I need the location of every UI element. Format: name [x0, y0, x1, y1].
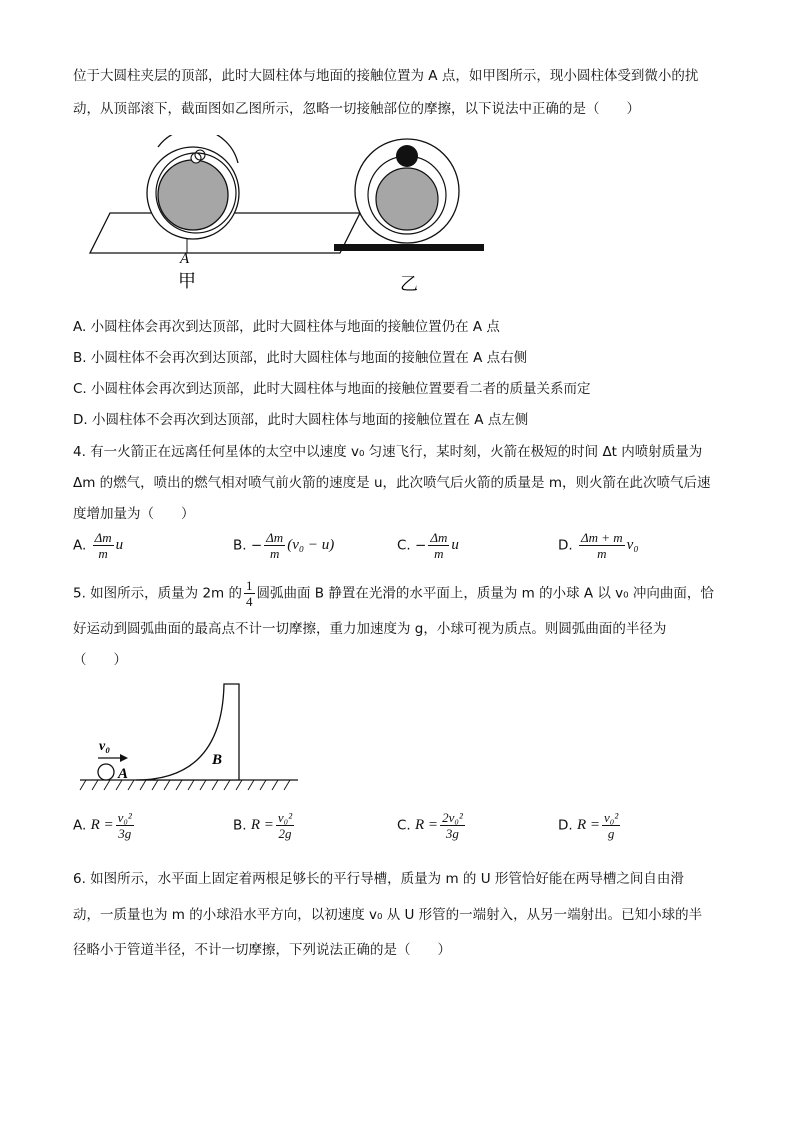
q4-d-den: m [597, 546, 607, 561]
q5-option-c [397, 810, 467, 841]
q5-frac-num: 1 [246, 578, 253, 593]
label-a-point: A [180, 251, 190, 267]
small-cylinder-yi [396, 145, 418, 167]
q5-line-1 [73, 578, 714, 609]
q3-option-c: C. 小圆柱体会再次到达顶部，此时大圆柱体与地面的接触位置要看二者的质量关系而定 [73, 381, 591, 397]
q5-line-1-pre: 5. 如图所示，质量为 2m 的 [73, 585, 242, 602]
q4-d-num: Δm + m [580, 530, 623, 545]
q3-option-b: B. 小圆柱体不会再次到达顶部，此时大圆柱体与地面的接触位置在 A 点右侧 [73, 350, 528, 366]
q5-option-d-label: D. [558, 817, 573, 834]
q5-line-3: （ ） [73, 652, 127, 668]
q6-line-3: 径略小于管道半径，不计一切摩擦，下列说法正确的是（ ） [73, 942, 451, 958]
q5-d-num: v₀² [604, 810, 619, 825]
q4-option-c [397, 530, 459, 561]
q5-option-a-fraction [116, 810, 134, 841]
q5-b-den: 2g [278, 826, 292, 841]
inner-cylinder-jia [158, 160, 228, 230]
q4-option-c-label: C. [397, 537, 411, 554]
q4-b-tail: (v₀ − u) [287, 537, 335, 553]
q4-a-den: m [98, 546, 108, 561]
q5-line-1-post: 圆弧曲面 B 静置在光滑的水平面上，质量为 m 的小球 A 以 v₀ 冲向曲面，恰 [256, 585, 714, 602]
q5-line-2: 好运动到圆弧曲面的最高点不计一切摩擦，重力加速度为 g，小球可视为质点。则圆弧曲面的半径为 [73, 621, 667, 637]
q4-option-b-label: B. [233, 537, 247, 554]
q4-a-tail: u [115, 537, 124, 553]
q5-a-den: 3g [118, 826, 132, 841]
fig-label-b: B [212, 752, 223, 768]
q4-option-d-fraction [579, 530, 625, 561]
caption-jia: 甲 [178, 271, 196, 291]
q5-option-b-label: B. [233, 817, 247, 834]
q4-b-num: Δm [266, 530, 284, 545]
q4-option-a [73, 530, 123, 561]
q5-a-prefix: R = [90, 817, 114, 833]
q3-option-d: D. 小圆柱体不会再次到达顶部，此时大圆柱体与地面的接触位置在 A 点左侧 [73, 412, 529, 428]
q4-option-b-fraction [264, 530, 285, 561]
q4-option-d-label: D. [558, 537, 573, 554]
velocity-arrowhead [120, 754, 128, 762]
arc-figure [72, 678, 312, 798]
cylinder-figure [86, 135, 496, 300]
q5-option-d-fraction [602, 810, 620, 841]
q5-option-d [558, 810, 622, 841]
q4-c-sign: − [415, 537, 427, 554]
q4-line-3: 度增加量为（ ） [73, 506, 195, 522]
quarter-arc-block-b [136, 684, 239, 780]
intro-line-1: 位于大圆柱夹层的顶部，此时大圆柱体与地面的接触位置为 A 点，如甲图所示，现小圆柱体受到微小的扰 [73, 68, 699, 84]
q5-c-num: 2v₀² [442, 810, 463, 825]
q5-option-c-fraction [440, 810, 465, 841]
q4-c-tail: u [451, 537, 459, 553]
q6-line-1: 6. 如图所示，水平面上固定着两根足够长的平行导槽，质量为 m 的 U 形管恰好能在两导槽之间自由滑 [73, 871, 684, 887]
q3-option-a: A. 小圆柱体会再次到达顶部，此时大圆柱体与地面的接触位置仍在 A 点 [73, 319, 500, 335]
q4-b-den: m [269, 546, 280, 561]
q4-a-num: Δm [94, 530, 112, 545]
fig-label-a: A [118, 766, 129, 782]
ball-a [98, 764, 114, 780]
q4-c-den: m [434, 546, 444, 561]
q4-line-2: Δm 的燃气，喷出的燃气相对喷气前火箭的速度是 u，此次喷气后火箭的质量是 m，则火箭在此次喷气后速 [73, 475, 711, 491]
q4-option-a-label: A. [73, 537, 87, 554]
q4-option-b [233, 530, 334, 561]
ground-hatch [80, 780, 290, 790]
q4-b-sign: − [250, 537, 263, 554]
q5-quarter-fraction [244, 578, 255, 609]
q6-line-2: 动，一质量也为 m 的小球沿水平方向，以初速度 v₀ 从 U 形管的一端射入，从另一端射出。已知小球的半 [73, 907, 703, 923]
q4-c-num: Δm [430, 530, 448, 545]
q5-b-num: v₀² [277, 810, 293, 825]
q4-d-tail: v₀ [626, 537, 639, 553]
q5-d-prefix: R = [576, 817, 601, 833]
q5-c-prefix: R = [415, 817, 439, 833]
intro-line-2: 动，从顶部滚下，截面图如乙图所示，忽略一切接触部位的摩擦，以下说法中正确的是（ ） [73, 101, 640, 117]
q5-a-num: v₀² [117, 810, 132, 825]
ground-bar-yi [334, 244, 484, 251]
q5-option-b [233, 810, 296, 841]
q5-d-den: g [607, 826, 615, 841]
q5-option-a [73, 810, 136, 841]
inner-cylinder-yi [376, 168, 438, 230]
q4-line-1: 4. 有一火箭正在远离任何星体的太空中以速度 v₀ 匀速飞行，某时刻，火箭在极短的时间 Δt 内喷射质量为 [73, 444, 703, 460]
caption-yi: 乙 [400, 274, 418, 294]
q5-b-prefix: R = [250, 817, 274, 833]
fig-label-v0: v₀ [99, 739, 111, 754]
q4-option-c-fraction [428, 530, 449, 561]
q5-option-b-fraction [276, 810, 294, 841]
q4-option-d [558, 530, 639, 561]
q5-option-c-label: C. [397, 817, 411, 834]
q5-frac-den: 4 [246, 594, 253, 609]
q5-c-den: 3g [445, 826, 459, 841]
q4-option-a-fraction [93, 530, 114, 561]
q5-option-a-label: A. [73, 817, 87, 834]
